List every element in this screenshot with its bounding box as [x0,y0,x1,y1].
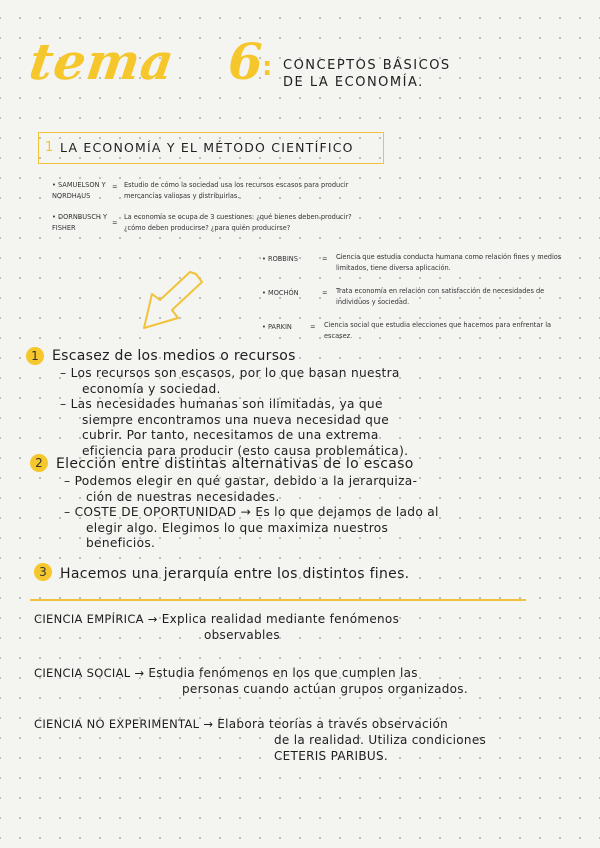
point-line: beneficios. [86,536,156,550]
point-line: ción de nuestras necesidades. [86,489,280,504]
science-text: Elabora teorías a través observación [217,717,449,731]
subtitle-line-1: CONCEPTOS BÁSICOS [283,58,451,73]
point-line: eficiencia para producir (esto causa problemática). [82,443,409,458]
definition-text: Estudio de cómo la sociedad usa los recursos escasos para producir mercancías valiosas y distribuirlas. [124,181,349,200]
science-text: personas cuando actúan grupos organizados. [182,682,468,696]
subtitle-line-2: DE LA ECONOMÍA. [283,75,424,90]
equals-icon: = [322,255,328,263]
science-text: Explica realidad mediante fenómenos [161,612,400,626]
title-number: 6 [228,32,263,91]
definition-author: • PARKIN [262,323,292,331]
title-colon: : [262,52,273,82]
definition-text: La economía se ocupa de 3 cuestiones: ¿qué bienes deben producir? ¿cómo deben producirse? ¿para quién producirse? [124,213,352,232]
equals-icon: = [310,323,316,331]
bullet-icon: • [52,213,58,221]
arrow-right-icon: → [203,717,214,731]
science-text: de la realidad. Utiliza condiciones [274,733,487,747]
arrow-right-icon: → [134,666,145,680]
bullet-icon: • [262,255,268,263]
point-line: – COSTE DE OPORTUNIDAD → Es lo que dejamos de lado al [64,505,439,519]
point-line: – Las necesidades humanas son ilimitadas, ya que [60,397,383,411]
definition-text: Ciencia social que estudia elecciones que hacemos para enfrentar la escasez. [324,321,552,340]
point-body [64,474,564,552]
equals-icon: = [322,289,328,297]
point-heading: Hacemos una jerarquía entre los distintos fines. [60,566,410,582]
science-name: CIENCIA SOCIAL [34,666,131,680]
bullet-icon: • [262,289,268,297]
science-row [34,612,399,626]
arrow-down-left-icon [138,268,208,334]
equals-icon: = [112,183,118,191]
science-row [34,666,418,680]
bullet-icon: • [52,181,58,189]
point-number-badge: 2 [30,454,48,472]
equals-icon: = [112,219,118,227]
definition-text: Trata economía en relación con satisfacción de necesidades de individuos y sociedad. [336,287,545,306]
section-number: 1 [45,140,54,155]
point-number-badge: 3 [34,563,52,581]
science-text: observables [204,628,280,642]
point-body [60,366,560,459]
science-text: Estudia fenómenos en los que cumplen las [148,666,418,680]
point-heading: Escasez de los medios o recursos [52,348,296,364]
point-line: siempre encontramos una nueva necesidad que [82,412,389,427]
point-line: cubrir. Por tanto, necesitamos de una extrema [82,428,379,442]
title-word: tema [25,32,179,91]
divider [30,599,526,601]
definition-text: Ciencia que estudia conducta humana como relación fines y medios limitados, tiene diversa aplicación. [336,253,562,272]
point-heading: Elección entre distintas alternativas de lo escaso [56,456,414,472]
point-line: economía y sociedad. [82,381,221,396]
point-line: – Los recursos son escasos, por lo que basan nuestra [60,366,400,380]
science-name: CIENCIA EMPÍRICA [34,612,144,626]
science-name: CIENCIA NO EXPERIMENTAL [34,717,200,731]
point-line: – Podemos elegir en qué gastar, debido a la jerarquiza- [64,474,418,488]
science-text: CETERIS PARIBUS. [274,749,388,763]
definition-author: • SAMUELSON Y NORDHAUS [52,181,106,200]
point-line: elegir algo. Elegimos lo que maximiza nuestros [86,520,389,535]
science-row [34,717,448,731]
definition-author: • MOCHÓN [262,289,299,297]
definition-author: • DORNBUSCH Y FISHER [52,213,108,232]
section-title: LA ECONOMÍA Y EL MÉTODO CIENTÍFICO [60,140,354,155]
bullet-icon: • [262,323,268,331]
arrow-right-icon: → [147,612,158,626]
point-number-badge: 1 [26,347,44,365]
definition-author: • ROBBINS [262,255,298,263]
